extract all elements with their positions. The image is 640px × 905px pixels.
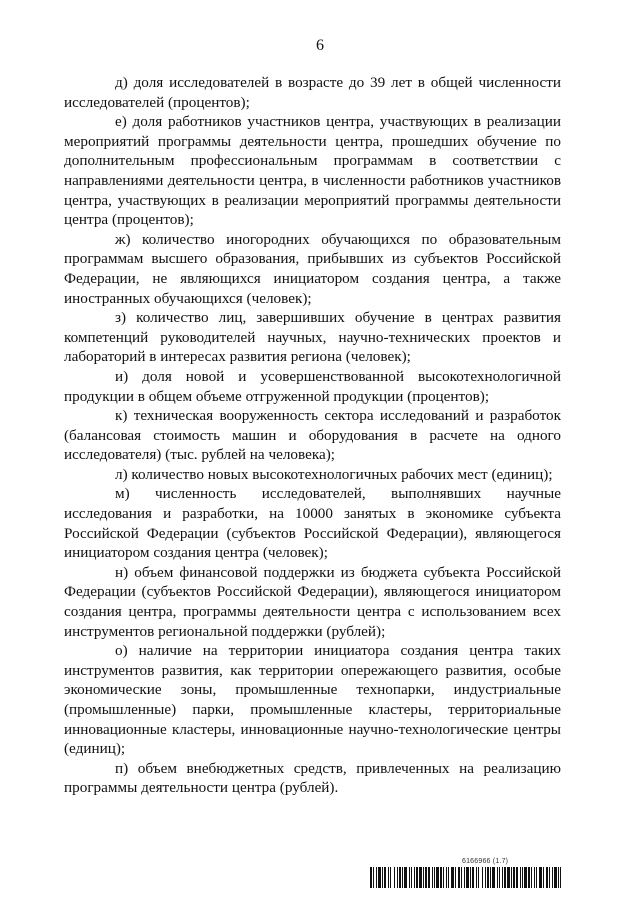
document-body (64, 73, 561, 798)
page-number: 6 (316, 37, 324, 54)
list-item-e: е) доля работников участников центра, участвующих в реализации мероприятий программы деятельности центра, прошедших обучение по дополнительным профессиональным программам в соответствии с направлениями деятельности центра, в численности работников участников центра, участвующих в реализации мероприятий программы деятельности центра (процентов); (64, 113, 561, 229)
list-item-k: к) техническая вооруженность сектора исследований и разработок (балансовая стоимость машин и оборудования в расчете на одного исследователя) (тыс. рублей на человека); (64, 407, 561, 464)
list-item-o: о) наличие на территории инициатора создания центра таких инструментов развития, как территории опережающего развития, особые экономические зоны, промышленные технопарки, индустриальные (промышленные) парки, промышленные кластеры, территориальные инновационные кластеры, инновационные научно-технологические центры (единиц); (64, 642, 561, 758)
list-item-d: д) доля исследователей в возрасте до 39 лет в общей численности исследователей (процентов); (64, 74, 561, 111)
list-item-l: л) количество новых высокотехнологичных рабочих мест (единиц); (115, 465, 553, 483)
list-item-zh: ж) количество иногородних обучающихся по образовательным программам высшего образования, прибывших из субъектов Российской Федерации, не являющихся инициатором создания центра, а также иностранных обучающихся (человек); (64, 230, 561, 307)
list-item-z: з) количество лиц, завершивших обучение в центрах развития компетенций руководителей научных, научно-технических проектов и лабораторий в интересах развития региона (человек); (64, 309, 561, 366)
list-item-n: н) объем финансовой поддержки из бюджета субъекта Российской Федерации (субъектов Российской Федерации), являющегося инициатором создания центра, программы деятельности центра с использованием всех инструментов региональной поддержки (рублей); (64, 563, 561, 640)
list-item-p: п) объем внебюджетных средств, привлеченных на реализацию программы деятельности центра (рублей). (64, 759, 561, 797)
barcode-image (370, 867, 561, 888)
list-item-m: м) численность исследователей, выполнявших научные исследования и разработки, на 10000 занятых в экономике субъекта Российской Федерации (субъектов Российской Федерации), являющегося инициатором создания центра (человек); (64, 485, 561, 562)
document-code: 6166966 (1.7) (462, 858, 509, 865)
list-item-i: и) доля новой и усовершенствованной высокотехнологичной продукции в общем объеме отгруженной продукции (процентов); (64, 367, 561, 405)
